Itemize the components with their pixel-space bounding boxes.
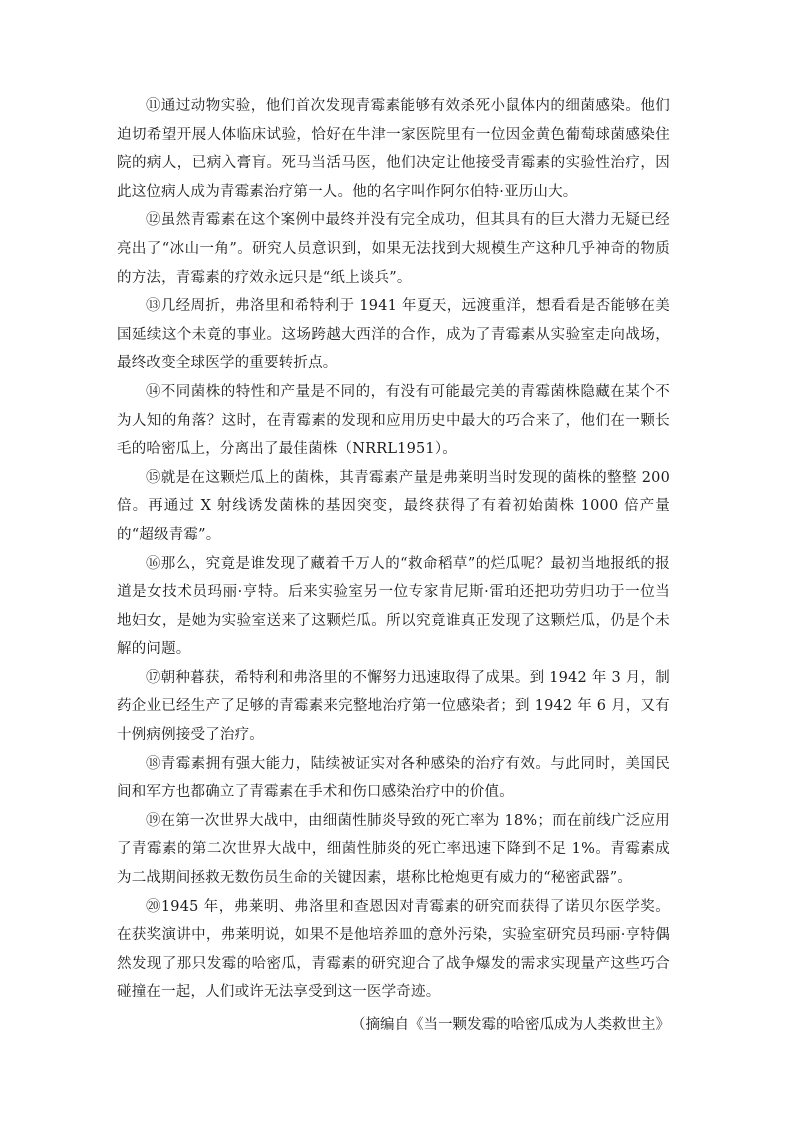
paragraph-14 xyxy=(117,378,670,464)
paragraph-18 xyxy=(117,750,670,807)
paragraph-marker: ⑱ xyxy=(146,755,161,772)
paragraph-marker: ⑭ xyxy=(146,383,161,400)
paragraph-12 xyxy=(117,206,670,292)
document-body xyxy=(117,92,670,1039)
paragraph-13 xyxy=(117,292,670,378)
paragraph-text: 几经周折，弗洛里和希特利于 1941 年夏天，远渡重洋，想看看是否能够在美国延续这个未竟的事业。这场跨越大西洋的合作，成为了青霉素从实验室走向战场，最终改变全球医学的重要转折点。 xyxy=(117,298,670,372)
paragraph-text: 虽然青霉素在这个案例中最终并没有完全成功，但其具有的巨大潜力无疑已经亮出了“冰山一角”。研究人员意识到，如果无法找到大规模生产这种几乎神奇的物质的方法，青霉素的疗效永远只是“纸上谈兵”。 xyxy=(117,212,671,286)
paragraph-text: 不同菌株的特性和产量是不同的，有没有可能最完美的青霉菌株隐藏在某个不为人知的角落？这时，在青霉素的发现和应用历史中最大的巧合来了，他们在一颗长毛的哈密瓜上，分离出了最佳菌株（NRRL1951）。 xyxy=(117,383,671,458)
paragraph-text: 通过动物实验，他们首次发现青霉素能够有效杀死小鼠体内的细菌感染。他们迫切希望开展人体临床试验，恰好在牛津一家医院里有一位因金黄色葡萄球菌感染住院的病人，已病入膏肓。死马当活马医，他们决定让他接受青霉素的实验性治疗，因此这位病人成为青霉素治疗第一人。他的名字叫作阿尔伯特·亚历山大。 xyxy=(117,98,671,200)
paragraph-text: 朝种暮获，希特利和弗洛里的不懈努力迅速取得了成果。到 1942 年 3 月，制药企业已经生产了足够的青霉素来完整地治疗第一位感染者；到 1942 年 6 月，又有十例病例接受了治疗。 xyxy=(117,669,670,744)
paragraph-marker: ⑯ xyxy=(146,555,161,572)
paragraph-11 xyxy=(117,92,670,206)
paragraph-marker: ⑳ xyxy=(146,898,161,915)
paragraph-marker: ⑮ xyxy=(146,469,161,486)
paragraph-marker: ⑰ xyxy=(146,669,161,686)
paragraph-marker: ⑫ xyxy=(146,212,161,229)
paragraph-text: 在第一次世界大战中，由细菌性肺炎导致的死亡率为 18%；而在前线广泛应用了青霉素的第二次世界大战中，细菌性肺炎的死亡率迅速下降到不足 1%。青霉素成为二战期间拯救无数伤员生命的关键因素，堪称比枪炮更有威力的“秘密武器”。 xyxy=(117,812,670,887)
paragraph-text: 1945 年，弗莱明、弗洛里和查恩因对青霉素的研究而获得了诺贝尔医学奖。在获奖演讲中，弗莱明说，如果不是他培养皿的意外污染，实验室研究员玛丽·亨特偶然发现了那只发霉的哈密瓜，青霉素的研究迎合了战争爆发的需求实现量产这些巧合碰撞在一起，人们或许无法享受到这一医学奇迹。 xyxy=(117,898,670,1001)
paragraph-19 xyxy=(117,807,670,893)
paragraph-16 xyxy=(117,550,670,664)
paragraph-text: 青霉素拥有强大能力，陆续被证实对各种感染的治疗有效。与此同时，美国民间和军方也都确立了青霉素在手术和伤口感染治疗中的价值。 xyxy=(117,755,671,801)
paragraph-15 xyxy=(117,464,670,550)
paragraph-17 xyxy=(117,664,670,750)
source-citation: （摘编自《当一颗发霉的哈密瓜成为人类救世主》 xyxy=(351,1017,670,1033)
paragraph-marker: ⑪ xyxy=(146,98,161,114)
paragraph-text: 就是在这颗烂瓜上的菌株，其青霉素产量是弗莱明当时发现的菌株的整整 200 倍。再通过 X 射线诱发菌株的基因突变，最终获得了有着初始菌株 1000 倍产量的“超级青霉”。 xyxy=(117,469,671,543)
paragraph-text: 那么，究竟是谁发现了藏着千万人的“救命稻草”的烂瓜呢？最初当地报纸的报道是女技术员玛丽·亨特。后来实验室另一位专家肯尼斯·雷珀还把功劳归功于一位当地妇女，是她为实验室送来了这颗烂瓜。所以究竟谁真正发现了这颗烂瓜，仍是个未解的问题。 xyxy=(117,555,670,658)
paragraph-marker: ⑬ xyxy=(146,298,161,315)
paragraph-20 xyxy=(117,893,670,1007)
paragraph-marker: ⑲ xyxy=(146,812,161,829)
